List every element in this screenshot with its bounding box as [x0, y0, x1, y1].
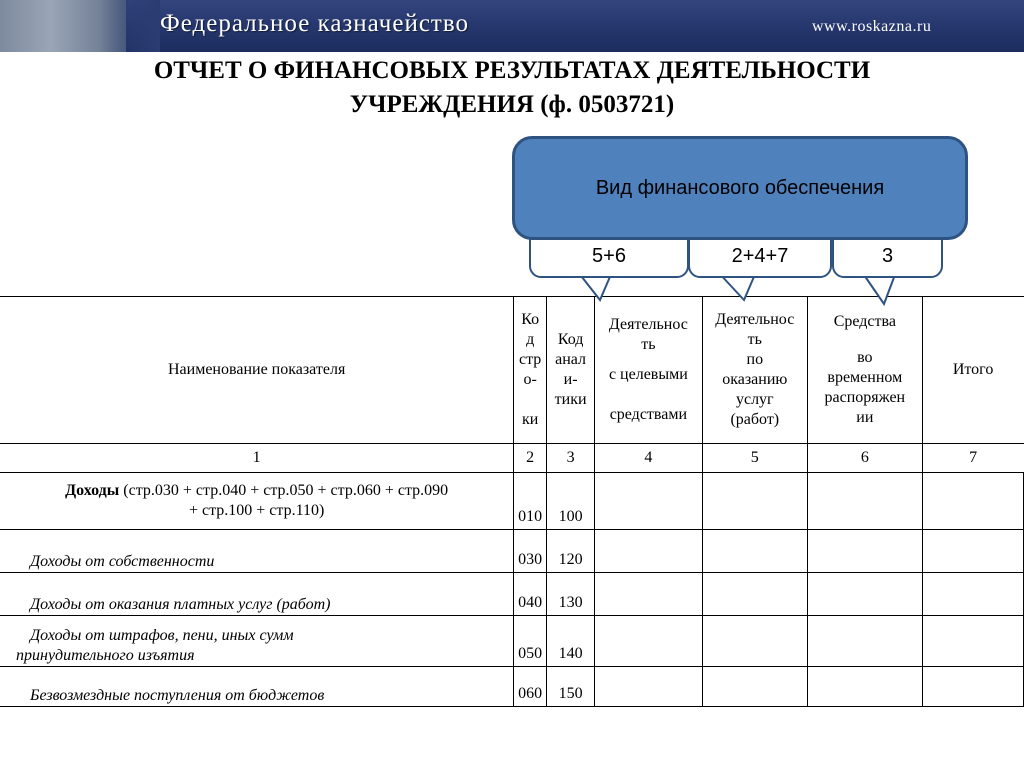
banner-title: Федеральное казначейство	[160, 10, 469, 37]
header-analytic-code: Код анал и- тики	[547, 297, 595, 444]
row-line-code: 050	[514, 616, 547, 667]
row-analytic-code: 120	[547, 530, 595, 573]
col-number: 6	[808, 444, 923, 473]
row-name: Доходы от собственности	[0, 530, 514, 573]
row-line-code: 060	[514, 667, 547, 707]
row-name: Безвозмездные поступления от бюджетов	[0, 667, 514, 707]
col-number: 1	[0, 444, 514, 473]
row-analytic-code: 140	[547, 616, 595, 667]
row-analytic-code: 130	[547, 573, 595, 616]
row-analytic-code: 150	[547, 667, 595, 707]
financing-type-callout: Вид финансового обеспечения	[512, 136, 968, 240]
col-number: 7	[922, 444, 1023, 473]
row-line-code: 030	[514, 530, 547, 573]
header-total: Итого	[922, 297, 1023, 444]
header-name: Наименование показателя	[0, 297, 514, 444]
slide-title-line2: УЧРЕЖДЕНИЯ (ф. 0503721)	[349, 91, 675, 118]
row-name: Доходы (стр.030 + стр.040 + стр.050 + стр.060 + стр.090 + стр.100 + стр.110)	[0, 473, 514, 530]
col-number: 2	[514, 444, 547, 473]
col-number: 5	[702, 444, 807, 473]
row-line-code: 040	[514, 573, 547, 616]
bubble-5-6: 5+6	[529, 226, 689, 278]
header-services-activity: Деятельнос ть по оказанию услуг (работ)	[702, 297, 807, 444]
col-number: 3	[547, 444, 595, 473]
bubble-2-4-7: 2+4+7	[688, 226, 832, 278]
row-name: Доходы от штрафов, пени, иных сумм принудительного изъятия	[0, 616, 514, 667]
bubble-3: 3	[832, 226, 943, 278]
row-analytic-code: 100	[547, 473, 595, 530]
website-link[interactable]: www.roskazna.ru	[812, 18, 932, 35]
row-line-code: 010	[514, 473, 547, 530]
col-number: 4	[595, 444, 702, 473]
row-name: Доходы от оказания платных услуг (работ)	[0, 573, 514, 616]
header-temporary-funds: Средства во временном распоряжен ии	[808, 297, 923, 444]
header-targeted-activity: Деятельнос ть с целевыми средствами	[595, 297, 702, 444]
header-line-code: Ко д стр о- ки	[514, 297, 547, 444]
slide-title-line1: ОТЧЕТ О ФИНАНСОВЫХ РЕЗУЛЬТАТАХ ДЕЯТЕЛЬНОСТИ	[153, 57, 871, 84]
